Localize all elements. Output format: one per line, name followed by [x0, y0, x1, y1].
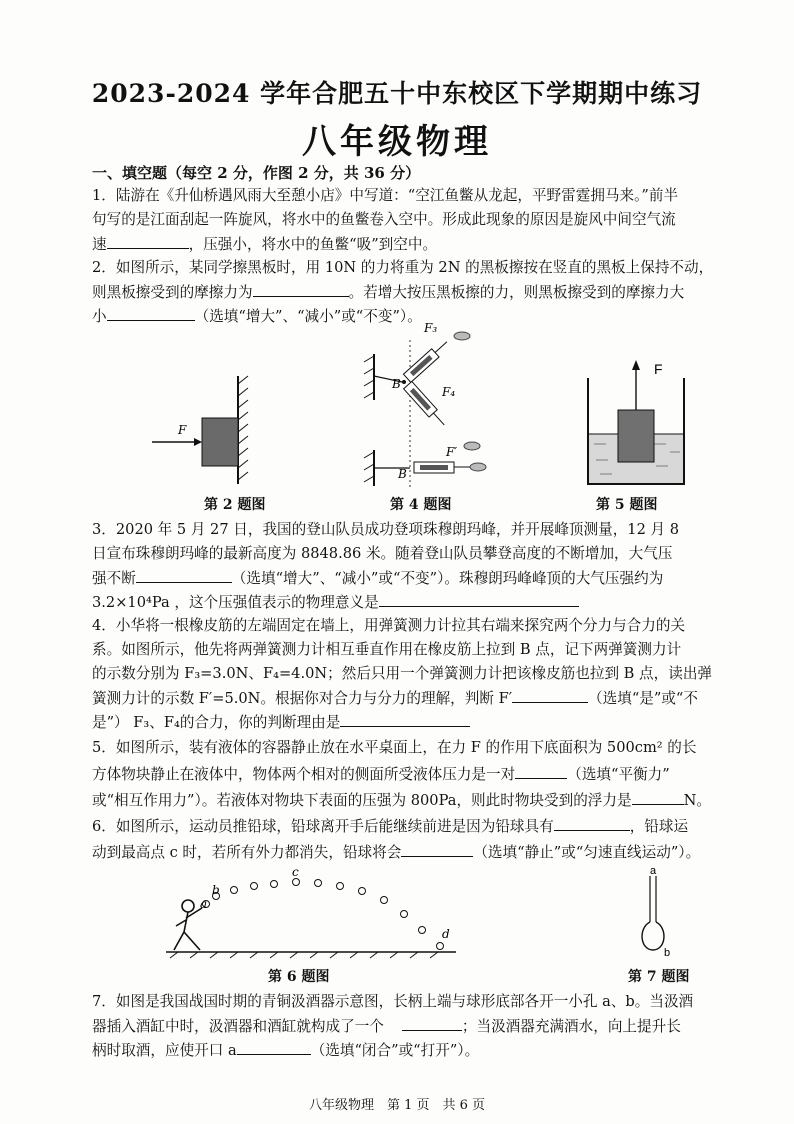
- q1-line2: 句写的是江面刮起一阵旋风，将水中的鱼鳖卷入空中。形成此现象的原因是旋风中间空气流: [92, 211, 676, 228]
- fig7-wine-dipper-diagram: [634, 866, 674, 958]
- q3-line4: 3.2×10⁴Pa ，这个压强值表示的物理意义是: [92, 592, 579, 613]
- answer-blank[interactable]: [401, 842, 473, 857]
- force-arrowhead: [194, 438, 202, 446]
- q1-line1: 1．陆游在《升仙桥遇风雨大至憩小店》中写道：“空江鱼鳖从龙起，平野雷霆拥马来。”前半: [92, 187, 679, 204]
- q3-line2: 日宣布珠穆朗玛峰的最新高度为 8848.86 米。随着登山队员攀登高度的不断增加，大气压: [92, 545, 673, 562]
- q1-line3: 速 ，压强小，将水中的鱼鳖“吸”到空中。: [92, 236, 438, 253]
- answer-blank[interactable]: [340, 712, 470, 727]
- wall-hatching: [238, 376, 248, 480]
- fig4-caption: 第 4 题图: [390, 497, 452, 513]
- fig6-shot-put-diagram: [166, 866, 462, 958]
- svg-text:F₄: F₄: [442, 385, 456, 399]
- rect-block: [618, 410, 654, 462]
- q3-line1: 3．2020 年 5 月 27 日，我国的登山队员成功登项珠穆朗玛峰，并开展峰顶测量，12 月 8: [92, 521, 680, 538]
- hand-icon: [470, 463, 486, 471]
- answer-blank[interactable]: [253, 282, 349, 297]
- q2-line1: 2．如图所示，某同学擦黑板时，用 10N 的力将重为 2N 的黑板擦按在竖直的黑板上保持不动，: [92, 259, 714, 276]
- q5-line2: 方体物块静止在液体中，物体两个相对的侧面所受液体压力是一对 （选填“平衡力”: [92, 766, 670, 783]
- force-label: F: [178, 423, 187, 437]
- fig6-caption: 第 6 题图: [268, 969, 330, 985]
- svg-text:F′: F′: [446, 445, 458, 459]
- q4-line5: 是”） F₃、F₄的合力，你的判断理由是: [92, 712, 470, 733]
- answer-blank[interactable]: [512, 688, 588, 703]
- q7-line2: 器插入酒缸中时，汲酒器和酒缸就构成了一个 ；当汲酒器充满酒水，向上提升长: [92, 1018, 681, 1035]
- subject-title: 八年级物理: [302, 122, 492, 162]
- shot-trajectory: [203, 879, 444, 950]
- svg-text:b: b: [212, 883, 220, 897]
- ground-hatching: [170, 952, 438, 958]
- answer-blank[interactable]: [107, 234, 189, 249]
- svg-text:F₃: F₃: [424, 321, 438, 335]
- section-heading: 一、填空题（每空 2 分，作图 2 分，共 36 分）: [92, 164, 421, 182]
- answer-blank[interactable]: [632, 790, 684, 805]
- svg-text:c: c: [292, 865, 299, 879]
- svg-text:B: B: [398, 467, 407, 481]
- q3-line3: 强不断 （选填“增大”、“减小”或“不变”）。珠穆朗玛峰峰顶的大气压强约为: [92, 570, 664, 587]
- dipper-bulb: [642, 922, 664, 950]
- answer-blank[interactable]: [515, 764, 567, 779]
- point-b: [402, 380, 406, 384]
- q6-line1: 6．如图所示，运动员推铅球，铅球离开手后能继续前进是因为铅球具有 ，铅球运: [92, 818, 689, 835]
- force-arrowhead: [632, 360, 640, 370]
- fig2-caption: 第 2 题图: [204, 497, 266, 513]
- fig5-container-diagram: [584, 356, 688, 490]
- hand-icon: [464, 442, 480, 450]
- q7-line1: 7．如图是我国战国时期的青铜汲酒器示意图，长柄上端与球形底部各开一小孔 a、b。当汲酒: [92, 993, 694, 1010]
- svg-text:a: a: [650, 865, 657, 877]
- fig5-caption: 第 5 题图: [596, 497, 658, 513]
- answer-blank[interactable]: [554, 816, 630, 831]
- svg-text:d: d: [442, 927, 450, 941]
- q4-line4: 簧测力计的示数 F′=5.0N。根据你对合力与分力的理解，判断 F′ （选填“是”或“不: [92, 690, 698, 707]
- answer-blank[interactable]: [107, 306, 195, 321]
- q6-line2: 动到最高点 c 时，若所有外力都消失，铅球将会 （选填“静止”或“匀速直线运动”）。: [92, 844, 701, 861]
- fig2-blackboard-diagram: [150, 372, 260, 490]
- eraser-block: [202, 418, 238, 466]
- q5-line1: 5．如图所示，装有液体的容器静止放在水平桌面上，在力 F 的作用下底面积为 500cm² 的长: [92, 739, 697, 756]
- q4-line1: 4．小华将一根橡皮筋的左端固定在墙上，用弹簧测力计拉其右端来探究两个分力与合力的关: [92, 617, 686, 634]
- exam-title: 2023-2024 学年合肥五十中东校区下学期期中练习: [91, 79, 703, 108]
- answer-blank[interactable]: [402, 1016, 462, 1031]
- q2-line3: 小 （选填“增大”、“减小”或“不变”）。: [92, 308, 422, 325]
- fig7-caption: 第 7 题图: [628, 969, 690, 985]
- fig4-spring-scale-diagram: [362, 322, 492, 492]
- q4-line3: 的示数分别为 F₃=3.0N、F₄=4.0N；然后只用一个弹簧测力计把该橡皮筋也拉到 B 点，读出弹: [92, 665, 713, 682]
- spring-scale-f3: [403, 338, 450, 382]
- svg-text:b: b: [664, 947, 671, 959]
- answer-blank[interactable]: [237, 1040, 311, 1055]
- answer-blank[interactable]: [136, 568, 232, 583]
- q7-line3: 柄时取酒，应使开口 a （选填“闭合”或“打开”）。: [92, 1042, 480, 1059]
- svg-text:a: a: [200, 897, 208, 911]
- q2-line2: 则黑板擦受到的摩擦力为 。若增大按压黑板擦的力，则黑板擦受到的摩擦力大: [92, 284, 685, 301]
- answer-blank[interactable]: [379, 592, 579, 607]
- q5-line3: 或“相互作用力”）。若液体对物块下表面的压强为 800Pa，则此时物块受到的浮力是 N。: [92, 792, 711, 809]
- page-footer: 八年级物理 第 1 页 共 6 页: [308, 1098, 486, 1113]
- svg-text:B: B: [392, 377, 401, 391]
- q4-line2: 系。如图所示，他先将两弹簧测力计相互垂直作用在橡皮筋上拉到 B 点，记下两弹簧测力计: [92, 641, 682, 658]
- svg-text:F: F: [654, 361, 663, 377]
- hand-icon: [454, 332, 470, 340]
- athlete-figure: [174, 900, 202, 950]
